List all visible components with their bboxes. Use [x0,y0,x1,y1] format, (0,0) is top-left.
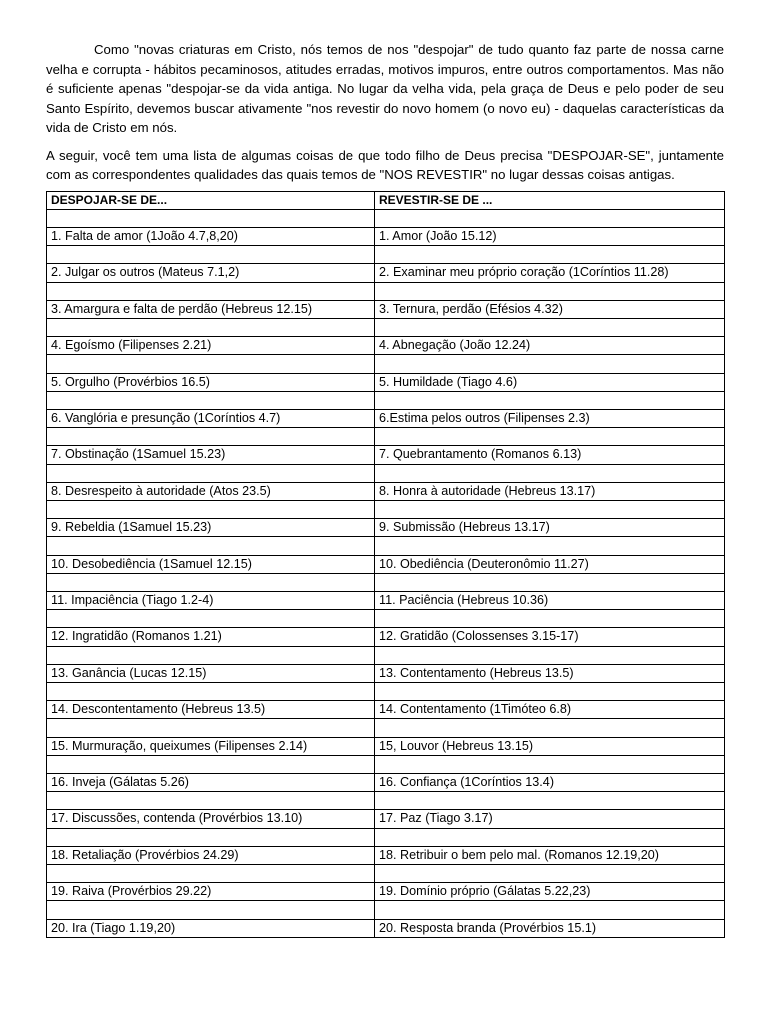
empty-cell [47,209,375,227]
empty-cell [375,391,725,409]
empty-cell [375,719,725,737]
table-row [47,446,725,464]
despojar-cell: 2. Julgar os outros (Mateus 7.1,2) [47,264,375,282]
empty-cell [47,755,375,773]
spacer-row [47,464,725,482]
revestir-cell: 14. Contentamento (1Timóteo 6.8) [375,701,725,719]
spacer-row [47,792,725,810]
empty-cell [47,610,375,628]
table-row [47,919,725,937]
despojar-cell: 4. Egoísmo (Filipenses 2.21) [47,337,375,355]
empty-cell [47,828,375,846]
table-row [47,883,725,901]
spacer-row [47,682,725,700]
empty-cell [47,865,375,883]
intro-paragraph-2: A seguir, você tem uma lista de algumas coisas de que todo filho de Deus precisa "DESPOJAR-SE", juntamente com as correspondentes qualidades das quais temos de "NOS REVESTIR" no lugar dessas coisas antigas. [46,147,724,182]
empty-cell [375,537,725,555]
table-row [47,300,725,318]
despojar-cell: 13. Ganância (Lucas 12.15) [47,664,375,682]
empty-cell [375,610,725,628]
empty-cell [375,901,725,919]
revestir-cell: 12. Gratidão (Colossenses 3.15-17) [375,628,725,646]
spacer-row [47,719,725,737]
despojar-cell: 17. Discussões, contenda (Provérbios 13.10) [47,810,375,828]
table-row [47,227,725,245]
despojar-cell: 10. Desobediência (1Samuel 12.15) [47,555,375,573]
table-row [47,409,725,427]
empty-cell [47,682,375,700]
empty-cell [375,209,725,227]
table-row [47,810,725,828]
revestir-cell: 18. Retribuir o bem pelo mal. (Romanos 12.19,20) [375,846,725,864]
spacer-row [47,901,725,919]
empty-cell [375,828,725,846]
empty-cell [47,318,375,336]
empty-cell [375,464,725,482]
table-row [47,664,725,682]
table-row [47,264,725,282]
spacer-row [47,355,725,373]
despojar-cell: 16. Inveja (Gálatas 5.26) [47,774,375,792]
revestir-cell: 11. Paciência (Hebreus 10.36) [375,591,725,609]
spacer-row [47,282,725,300]
empty-cell [375,282,725,300]
despojar-cell: 18. Retaliação (Provérbios 24.29) [47,846,375,864]
table-body [47,191,725,937]
revestir-cell: 17. Paz (Tiago 3.17) [375,810,725,828]
spacer-row [47,646,725,664]
despojar-cell: 8. Desrespeito à autoridade (Atos 23.5) [47,482,375,500]
header-revestir: REVESTIR-SE DE ... [375,191,725,209]
empty-cell [375,500,725,518]
spacer-row [47,865,725,883]
table-row [47,628,725,646]
table-row [47,519,725,537]
despojar-cell: 3. Amargura e falta de perdão (Hebreus 12.15) [47,300,375,318]
empty-cell [375,646,725,664]
revestir-cell: 2. Examinar meu próprio coração (1Coríntios 11.28) [375,264,725,282]
spacer-row [47,573,725,591]
table-header-row [47,191,725,209]
empty-cell [47,391,375,409]
table-row [47,373,725,391]
header-despojar: DESPOJAR-SE DE... [47,191,375,209]
revestir-cell: 16. Confiança (1Coríntios 13.4) [375,774,725,792]
spacer-row [47,209,725,227]
table-row [47,846,725,864]
empty-cell [47,500,375,518]
empty-cell [47,646,375,664]
empty-cell [375,428,725,446]
revestir-cell: 5. Humildade (Tiago 4.6) [375,373,725,391]
table-row [47,737,725,755]
empty-cell [47,282,375,300]
spacer-row [47,428,725,446]
table-row [47,701,725,719]
despojar-cell: 7. Obstinação (1Samuel 15.23) [47,446,375,464]
spacer-row [47,391,725,409]
revestir-cell: 9. Submissão (Hebreus 13.17) [375,519,725,537]
revestir-cell: 19. Domínio próprio (Gálatas 5.22,23) [375,883,725,901]
empty-cell [47,246,375,264]
empty-cell [375,682,725,700]
revestir-cell: 13. Contentamento (Hebreus 13.5) [375,664,725,682]
table-row [47,591,725,609]
empty-cell [375,246,725,264]
empty-cell [47,792,375,810]
spacer-row [47,828,725,846]
revestir-cell: 4. Abnegação (João 12.24) [375,337,725,355]
empty-cell [375,573,725,591]
table-row [47,555,725,573]
revestir-cell: 20. Resposta branda (Provérbios 15.1) [375,919,725,937]
spacer-row [47,246,725,264]
despojar-cell: 19. Raiva (Provérbios 29.22) [47,883,375,901]
revestir-cell: 10. Obediência (Deuteronômio 11.27) [375,555,725,573]
empty-cell [375,355,725,373]
despojar-cell: 5. Orgulho (Provérbios 16.5) [47,373,375,391]
table-row [47,482,725,500]
despojar-cell: 9. Rebeldia (1Samuel 15.23) [47,519,375,537]
despojar-cell: 12. Ingratidão (Romanos 1.21) [47,628,375,646]
empty-cell [375,865,725,883]
revestir-cell: 15, Louvor (Hebreus 13.15) [375,737,725,755]
revestir-cell: 1. Amor (João 15.12) [375,227,725,245]
spacer-row [47,755,725,773]
intro-paragraph-1: Como "novas criaturas em Cristo, nós temos de nos "despojar" de tudo quanto faz parte de nossa carne velha e corrupta - hábitos pecaminosos, atitudes erradas, motivos impuros, entre outros comportamentos. Mas não é suficiente apenas "despojar-se da vida antiga. No lugar da velha vida, pela graça de Deus e pelo poder de seu Santo Espírito, devemos buscar ativamente "nos revestir do novo homem (o novo eu) - daquelas características da vida de Cristo em nós. [46,42,724,135]
empty-cell [47,719,375,737]
spacer-row [47,537,725,555]
despojar-cell: 6. Vanglória e presunção (1Coríntios 4.7) [47,409,375,427]
empty-cell [47,573,375,591]
empty-cell [375,755,725,773]
revestir-cell: 8. Honra à autoridade (Hebreus 13.17) [375,482,725,500]
spacer-row [47,610,725,628]
document-page [46,40,724,938]
empty-cell [47,355,375,373]
spacer-row [47,500,725,518]
spacer-row [47,318,725,336]
empty-cell [47,464,375,482]
despojar-revestir-table [46,191,725,938]
empty-cell [375,318,725,336]
despojar-cell: 1. Falta de amor (1João 4.7,8,20) [47,227,375,245]
despojar-cell: 11. Impaciência (Tiago 1.2-4) [47,591,375,609]
revestir-cell: 7. Quebrantamento (Romanos 6.13) [375,446,725,464]
revestir-cell: 3. Ternura, perdão (Efésios 4.32) [375,300,725,318]
table-row [47,337,725,355]
despojar-cell: 15. Murmuração, queixumes (Filipenses 2.14) [47,737,375,755]
empty-cell [375,792,725,810]
table-row [47,774,725,792]
despojar-cell: 14. Descontentamento (Hebreus 13.5) [47,701,375,719]
empty-cell [47,428,375,446]
empty-cell [47,901,375,919]
despojar-cell: 20. Ira (Tiago 1.19,20) [47,919,375,937]
empty-cell [47,537,375,555]
revestir-cell: 6.Estima pelos outros (Filipenses 2.3) [375,409,725,427]
